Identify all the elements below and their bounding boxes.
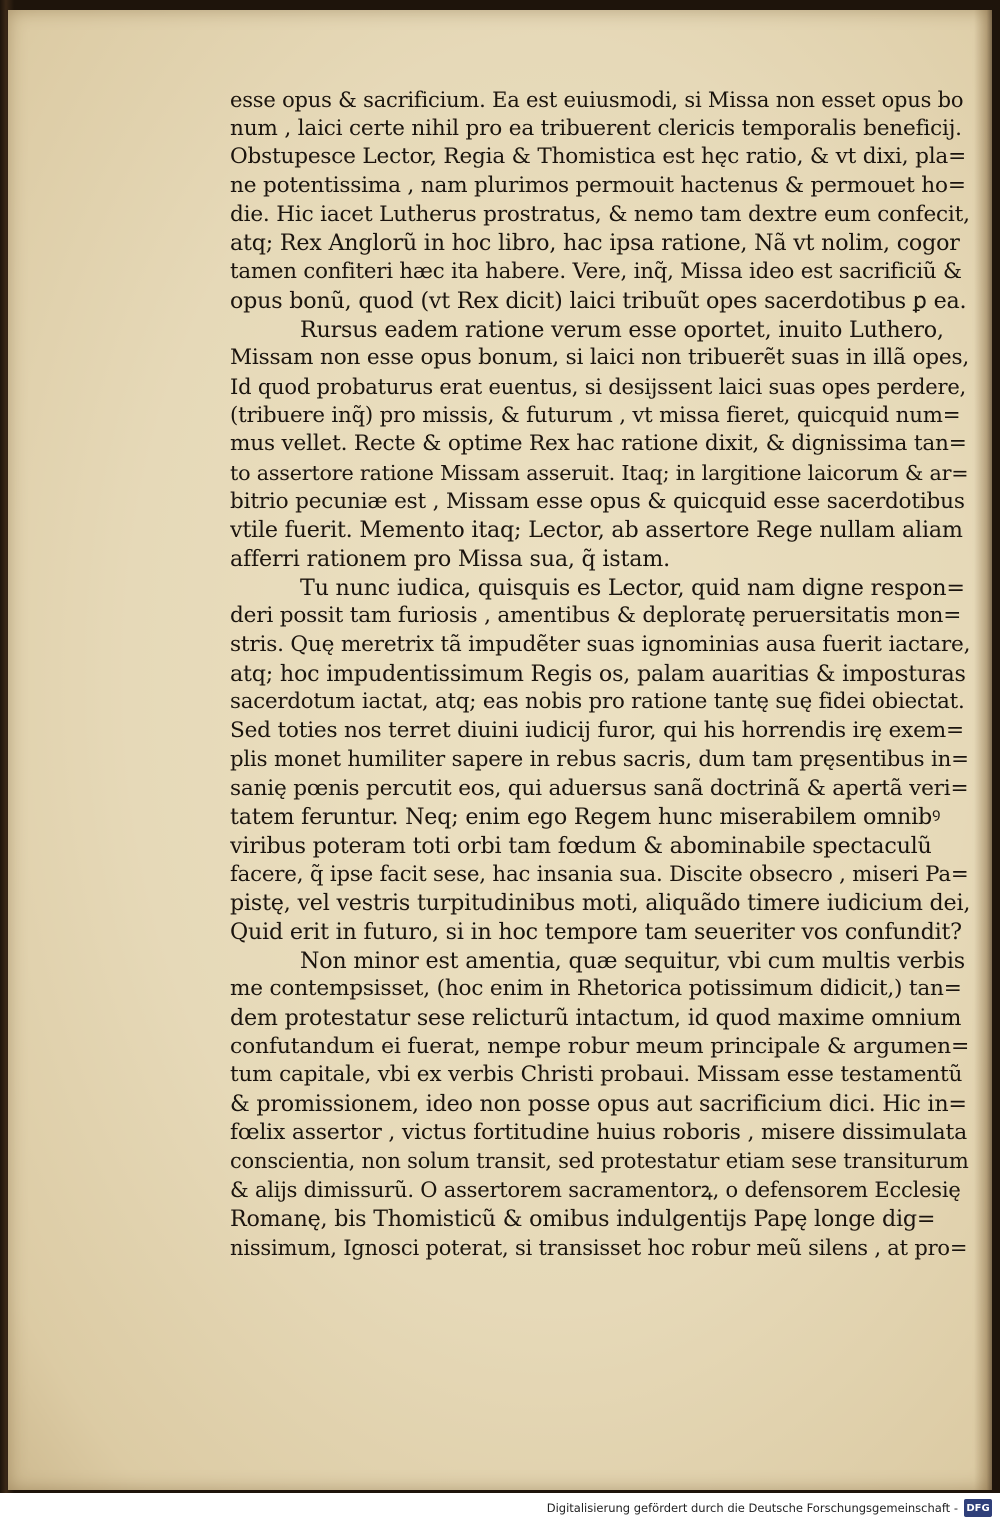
text-line: fœlix assertor , victus fortitudine huius roboris , misere dissimulata xyxy=(230,1119,967,1145)
page-gutter-shadow xyxy=(974,10,992,1490)
text-line: Rursus eadem ratione verum esse oportet, inuito Luthero, xyxy=(300,316,944,343)
text-line: Non minor est amentia, quæ sequitur, vbi cum multis verbis xyxy=(300,947,965,974)
text-line: ne potentissima , nam plurimos permouit hactenus & permouet ho= xyxy=(230,173,966,199)
text-line: to assertore ratione Missam asseruit. Itaq; in largitione laicorum & ar= xyxy=(230,460,969,485)
text-line: bitrio pecuniæ est , Missam esse opus & quicquid esse sacerdotibus xyxy=(230,488,965,514)
text-line: & alijs dimissurũ. O assertorem sacramentorꝝ, o defensorem Ecclesię xyxy=(230,1178,961,1203)
text-line: confutandum ei fuerat, nempe robur meum principale & argumen= xyxy=(230,1033,970,1059)
text-line: afferri rationem pro Missa sua, q̃ istam. xyxy=(230,546,670,572)
dfg-logo-icon: DFG xyxy=(964,1499,992,1517)
footer-strip xyxy=(0,1493,1000,1523)
text-line: esse opus & sacrificium. Ea est euiusmodi, si Missa non esset opus bo xyxy=(230,88,964,112)
text-line: conscientia, non solum transit, sed protestatur etiam sese transiturum xyxy=(230,1149,969,1174)
text-line: tatem feruntur. Neq; enim ego Regem hunc miserabilem omnibꝰ xyxy=(230,804,941,831)
text-line: plis monet humiliter sapere in rebus sacris, dum tam pręsentibus in= xyxy=(230,746,969,772)
text-line: mus vellet. Recte & optime Rex hac ratione dixit, & dignissima tan= xyxy=(230,431,967,457)
text-line: Obstupesce Lector, Regia & Thomistica est hęc ratio, & vt dixi, pla= xyxy=(230,144,966,170)
text-line: Missam non esse opus bonum, si laici non tribuerẽt suas in illã opes, xyxy=(230,345,970,371)
text-line: die. Hic iacet Lutherus prostratus, & nemo tam dextre eum confecit, xyxy=(230,201,970,227)
text-line: vtile fuerit. Memento itaq; Lector, ab assertore Rege nullam aliam xyxy=(230,517,963,544)
book-page xyxy=(8,10,992,1490)
text-line: pistę, vel vestris turpitudinibus moti, aliquãdo timere iudicium dei, xyxy=(230,890,970,917)
text-line: dem protestatur sese relicturũ intactum, id quod maxime omnium xyxy=(230,1005,962,1031)
text-line: atq; hoc impudentissimum Regis os, palam auaritias & imposturas xyxy=(230,660,966,687)
text-line: sanię pœnis percutit eos, qui aduersus sanã doctrinã & apertã veri= xyxy=(230,775,969,801)
text-line: Romanę, bis Thomisticũ & omibus indulgentijs Papę longe dig= xyxy=(230,1205,936,1232)
text-line: atq; Rex Anglorũ in hoc libro, hac ipsa ratione, Nã vt nolim, cogor xyxy=(230,230,960,257)
text-line: facere, q̃ ipse facit sese, hac insania sua. Discite obsecro , miseri Pa= xyxy=(230,861,969,887)
footer-credit: Digitalisierung gefördert durch die Deutsche Forschungsgemeinschaft - xyxy=(546,1501,958,1515)
text-line: Sed toties nos terret diuini iudicij furor, qui his horrendis irę exem= xyxy=(230,718,964,744)
text-line: me contempsisset, (hoc enim in Rhetorica potissimum didicit,) tan= xyxy=(230,976,962,1002)
text-line: tamen confiteri hæc ita habere. Vere, inq̃, Missa ideo est sacrificiũ & xyxy=(230,259,962,285)
text-line: Tu nunc iudica, quisquis es Lector, quid nam digne respon= xyxy=(300,574,965,601)
text-line: nissimum, Ignosci poterat, si transisset hoc robur meũ silens , at pro= xyxy=(230,1235,968,1260)
text-line: tum capitale, vbi ex verbis Christi probaui. Missam esse testamentũ xyxy=(230,1062,963,1088)
text-line: sacerdotum iactat, atq; eas nobis pro ratione tantę suę fidei obiectat. xyxy=(230,689,965,715)
text-line: viribus poteram toti orbi tam fœdum & abominabile spectaculũ xyxy=(230,832,932,859)
text-line: deri possit tam furiosis , amentibus & deploratę peruersitatis mon= xyxy=(230,603,962,629)
text-line: & promissionem, ideo non posse opus aut sacrificium dici. Hic in= xyxy=(230,1091,967,1118)
text-line: stris. Quę meretrix tã impudẽter suas ignominias ausa fuerit iactare, xyxy=(230,632,970,658)
text-line: num , laici certe nihil pro ea tribuerent clericis temporalis beneficij. xyxy=(230,115,962,141)
text-line: (tribuere inq̃) pro missis, & futurum , vt missa fieret, quicquid num= xyxy=(230,402,961,428)
text-line: opus bonũ, quod (vt Rex dicit) laici tribuũt opes sacerdotibus ꝑ ea. xyxy=(230,287,967,314)
text-line: Quid erit in futuro, si in hoc tempore tam seueriter vos confundit? xyxy=(230,918,962,945)
body-text xyxy=(230,86,970,1262)
text-line: Id quod probaturus erat euentus, si desijssent laici suas opes perdere, xyxy=(230,374,967,399)
